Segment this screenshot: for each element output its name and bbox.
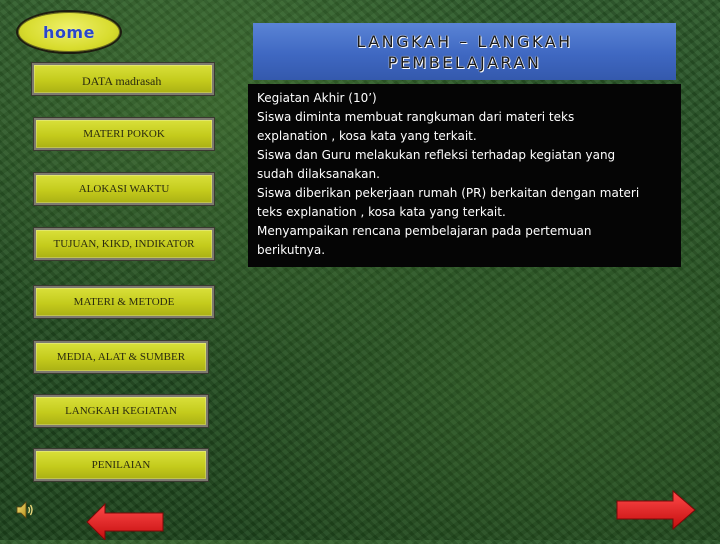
- content-line: Kegiatan Akhir (10’): [257, 91, 377, 105]
- nav-button-alokasi-waktu[interactable]: [34, 173, 214, 205]
- arrow-right-icon[interactable]: [615, 489, 697, 531]
- nav-label: ALOKASI WAKTU: [78, 183, 170, 195]
- content-line: Menyampaikan rencana pembelajaran pada pertemuan: [257, 224, 592, 238]
- home-label: home: [43, 22, 95, 42]
- content-line: teks explanation , kosa kata yang terkait.: [257, 205, 506, 219]
- title-line-2: PEMBELAJARAN: [387, 52, 542, 72]
- content-line: Siswa diberikan pekerjaan rumah (PR) berkaitan dengan materi: [257, 186, 640, 200]
- nav-button-materi-metode[interactable]: [34, 286, 214, 318]
- content-line: Siswa dan Guru melakukan refleksi terhadap kegiatan yang: [257, 148, 616, 162]
- nav-button-penilaian[interactable]: [34, 449, 208, 481]
- title-line-1: LANGKAH – LANGKAH: [356, 31, 573, 51]
- content-line: berikutnya.: [257, 243, 326, 257]
- content-line: explanation , kosa kata yang terkait.: [257, 129, 477, 143]
- nav-button-media-alat-sumber[interactable]: [34, 341, 208, 373]
- nav-label: MEDIA, ALAT & SUMBER: [56, 351, 186, 363]
- nav-label: PENILAIAN: [91, 459, 151, 471]
- arrow-left-icon[interactable]: [85, 500, 165, 540]
- nav-label: DATA madrasah: [82, 74, 162, 88]
- content-line: sudah dilaksanakan.: [257, 167, 380, 181]
- speaker-icon[interactable]: [14, 499, 36, 521]
- nav-button-tujuan-kikd-indikator[interactable]: [34, 228, 214, 260]
- nav-label: MATERI & METODE: [73, 296, 175, 308]
- nav-label: TUJUAN, KIKD, INDIKATOR: [53, 238, 195, 250]
- home-button[interactable]: [16, 10, 122, 54]
- nav-button-data-madrasah[interactable]: [32, 63, 214, 95]
- nav-label: LANGKAH KEGIATAN: [65, 405, 177, 417]
- content-panel: [248, 84, 681, 267]
- nav-label: MATERI POKOK: [83, 128, 165, 140]
- nav-button-langkah-kegiatan[interactable]: [34, 395, 208, 427]
- nav-button-materi-pokok[interactable]: [34, 118, 214, 150]
- page-title: [253, 23, 676, 80]
- content-line: Siswa diminta membuat rangkuman dari materi teks: [257, 110, 575, 124]
